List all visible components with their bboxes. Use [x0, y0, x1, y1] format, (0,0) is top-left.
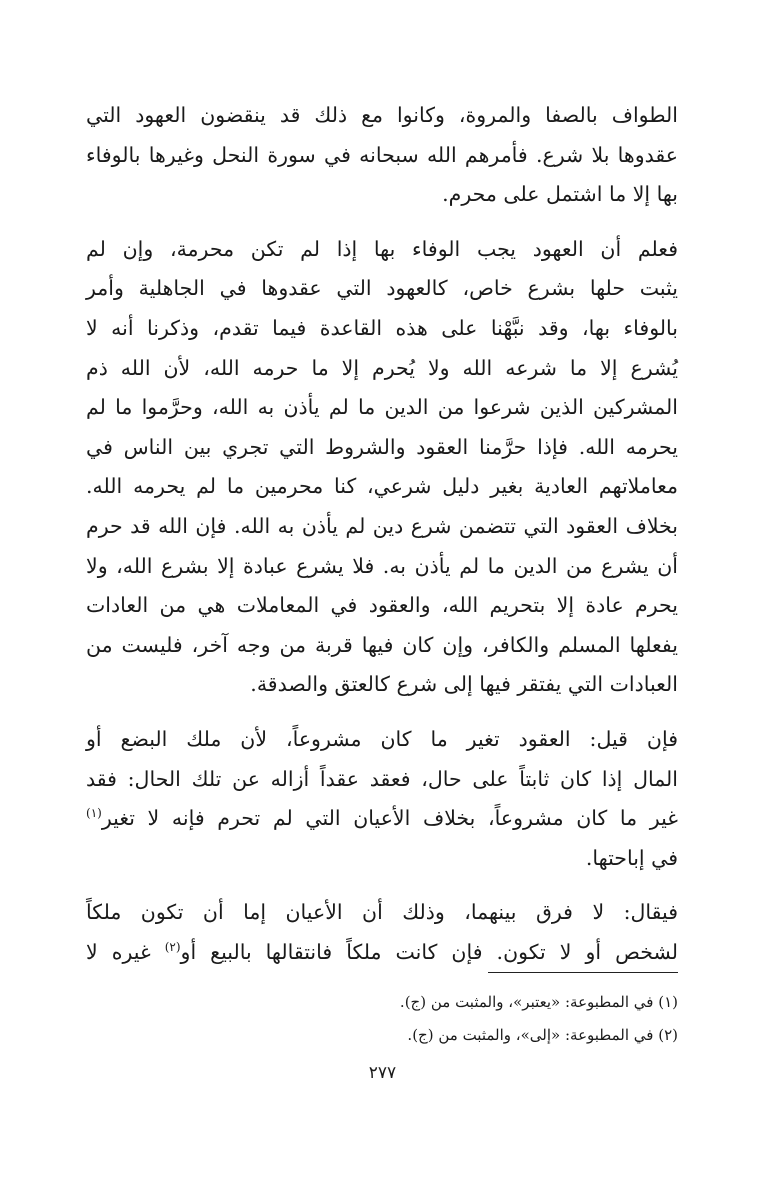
paragraph-3: [86, 720, 678, 878]
text-line: معاملاتهم العادية بغير دليل شرعي، كنا محرمين ما لم يحرمه الله.: [86, 474, 678, 499]
text-segment: غيره لا: [86, 939, 151, 964]
text-line: يثبت حلها بشرع خاص، كالعهود التي عقدوها في الجاهلية وأمر: [86, 276, 678, 301]
text-line: فيقال: لا فرق بينهما، وذلك أن الأعيان إما أن تكون ملكاً: [86, 900, 678, 925]
paragraph-1: [86, 96, 678, 215]
footnotes: [158, 986, 678, 1052]
text-line: يحرم عادة إلا بتحريم الله، والعقود في المعاملات هي من العادات: [86, 593, 678, 618]
text-line: يُشرع إلا ما شرعه الله ولا يُحرم إلا ما حرمه الله، لأن الله ذم: [86, 355, 678, 380]
paragraph-4: [86, 893, 678, 972]
page-number: ٢٧٧: [368, 1063, 397, 1083]
text-line: الطواف بالصفا والمروة، وكانوا مع ذلك قد ينقضون العهود التي: [86, 103, 678, 127]
text-line: في إباحتها.: [585, 845, 678, 870]
text-line: العبادات التي يفتقر فيها إلى شرع كالعتق والصدقة.: [250, 672, 678, 697]
text-line: يفعلها المسلم والكافر، وإن كان فيها قربة من وجه آخر، فليست من: [86, 632, 678, 657]
text-line: بخلاف العقود التي تتضمن شرع دين لم يأذن به الله. فإن الله قد حرم: [86, 513, 678, 538]
footnote-ref-1[interactable]: (١): [86, 806, 102, 821]
text-line: فعلم أن العهود يجب الوفاء بها إذا لم تكن محرمة، وإن لم: [86, 236, 678, 261]
text-segment: غير ما كان مشروعاً، بخلاف الأعيان التي لم تحرم فإنه لا تغير: [101, 806, 678, 831]
footnote-divider: [488, 972, 678, 973]
text-segment: لشخص أو لا تكون. فإن كانت ملكاً فانتقالها بالبيع أو: [180, 939, 678, 964]
text-line: فإن قيل: العقود تغير ما كان مشروعاً، لأن ملك البضع أو: [86, 726, 678, 751]
footnote-ref-2[interactable]: (٢): [164, 940, 181, 955]
main-text: [86, 96, 678, 987]
text-line: المال إذا كان ثابتاً على حال، فعقد عقداً أزاله عن تلك الحال: فقد: [86, 766, 678, 791]
text-line: [86, 933, 678, 973]
text-line: المشركين الذين شرعوا من الدين ما لم يأذن به الله، وحرَّموا ما لم: [86, 395, 678, 420]
footnote-1: (١) في المطبوعة: «يعتبر»، والمثبت من (ج).: [399, 993, 678, 1011]
text-line: بها إلا ما اشتمل على محرم.: [442, 182, 678, 207]
text-line: [86, 799, 678, 839]
text-line: يحرمه الله. فإذا حرَّمنا العقود والشروط التي تجري بين الناس في: [86, 434, 678, 459]
text-line: بالوفاء بها، وقد نبَّهْنا على هذه القاعدة فيما تقدم، وذكرنا أنه لا: [86, 315, 678, 340]
footnote-2: (٢) في المطبوعة: «إلى»، والمثبت من (ج).: [407, 1026, 678, 1044]
text-line: عقدوها بلا شرع. فأمرهم الله سبحانه في سورة النحل وغيرها بالوفاء: [86, 142, 678, 167]
paragraph-2: [86, 230, 678, 705]
text-line: أن يشرع من الدين ما لم يأذن به. فلا يشرع عبادة إلا بشرع الله، ولا: [86, 553, 678, 578]
